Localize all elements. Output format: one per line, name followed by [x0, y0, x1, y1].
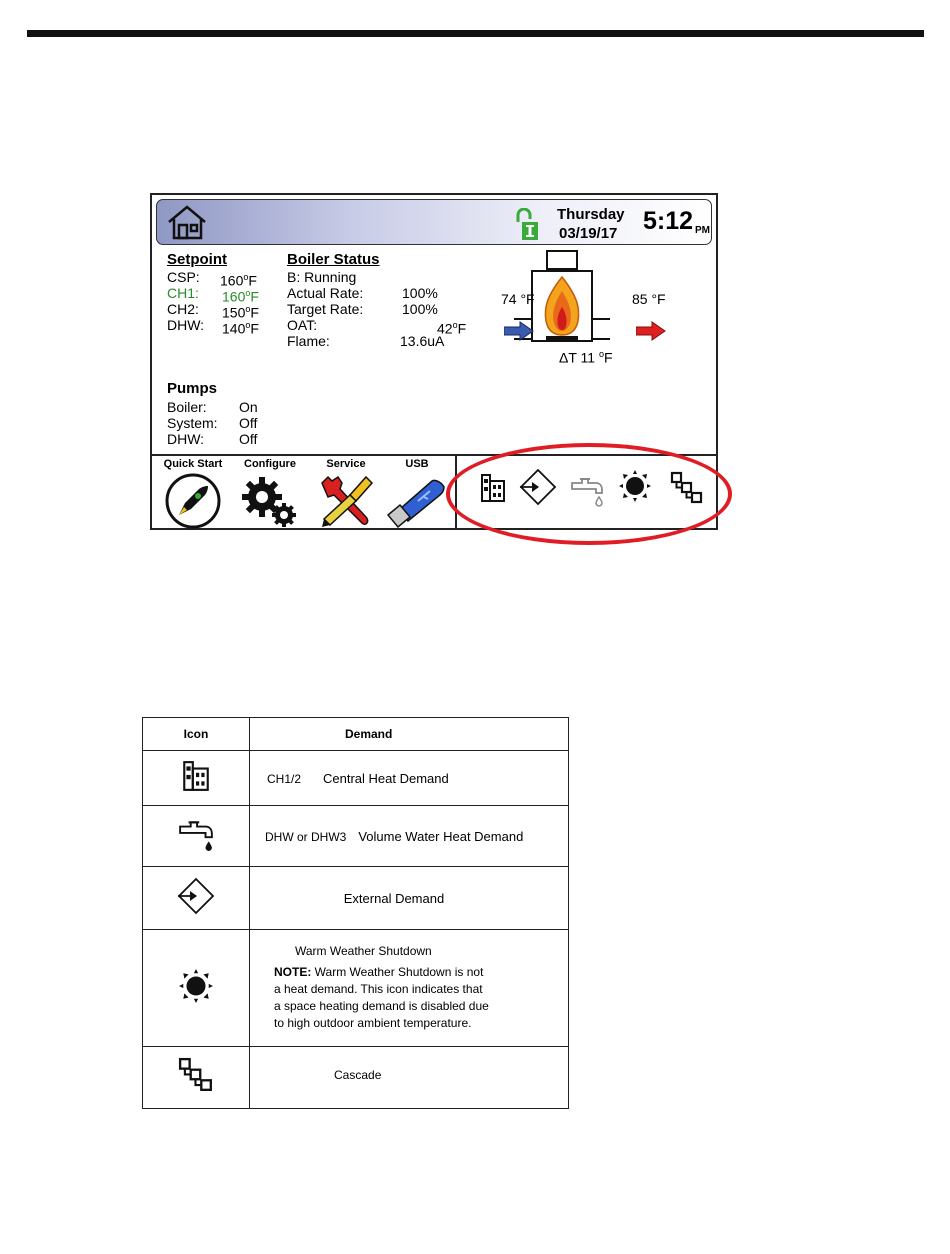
legend-text: Central Heat Demand	[323, 770, 449, 786]
setpoint-label: CH1:	[167, 285, 199, 301]
table-header-row	[143, 718, 569, 751]
legend-desc	[250, 1047, 569, 1109]
header-icon: Icon	[143, 718, 250, 751]
setpoint-unit: F	[248, 272, 257, 289]
table-row	[143, 867, 569, 930]
note-line: a heat demand. This icon indicates that	[274, 982, 483, 996]
delta-t-unit: F	[603, 349, 613, 366]
table-row	[143, 930, 569, 1047]
usb-label: USB	[405, 458, 429, 470]
note-line: to high outdoor ambient temperature.	[274, 1016, 472, 1030]
boiler-value: 42	[437, 320, 453, 337]
boiler-status-title: Boiler Status	[287, 251, 380, 268]
setpoint-value: 150	[222, 304, 246, 321]
delta-t-value: ΔT 11	[559, 349, 599, 366]
sun-icon	[178, 968, 214, 1004]
pump-label: Boiler:	[167, 399, 207, 415]
service-label: Service	[326, 458, 366, 470]
pump-label: System:	[167, 415, 218, 431]
quick-start-button[interactable]	[156, 457, 230, 529]
pump-row-boiler	[167, 399, 258, 415]
delta-t: ΔT 11 $^o$F	[559, 349, 613, 366]
quick-start-label: Quick Start	[163, 458, 223, 470]
legend-icon-cell	[143, 806, 250, 867]
faucet-icon	[178, 816, 214, 852]
setpoint-value: 160	[222, 288, 246, 305]
legend-desc	[250, 806, 569, 867]
legend-desc	[250, 930, 569, 1047]
note-line: a space heating demand is disabled due	[274, 999, 489, 1013]
boiler-unit: F	[457, 320, 467, 337]
legend-text: External Demand	[250, 867, 569, 930]
clock-time: 5:12	[643, 207, 694, 235]
usb-drive-icon	[384, 473, 450, 529]
date: 03/19/17	[559, 225, 618, 242]
setpoint-label: CSP:	[167, 269, 200, 285]
boiler-value: 13.6uA	[400, 333, 445, 349]
pumps-title: Pumps	[167, 380, 218, 397]
table-row	[143, 751, 569, 806]
external-demand-icon	[176, 876, 216, 916]
legend-desc	[250, 751, 569, 806]
cascade-icon	[178, 1057, 214, 1093]
setpoint-label: CH2:	[167, 301, 199, 317]
boiler-label: Flame:	[287, 333, 330, 349]
boiler-value: 100%	[402, 285, 438, 301]
rocket-icon	[165, 473, 221, 529]
building-icon	[182, 760, 210, 792]
legend-text: Volume Water Heat Demand	[358, 828, 524, 844]
legend-prefix: DHW or DHW3	[265, 829, 347, 844]
legend-text: Cascade	[334, 1068, 382, 1082]
table-row	[143, 806, 569, 867]
setpoint-value: 140	[222, 320, 246, 337]
setpoint-unit: F	[250, 320, 259, 337]
legend-icon-cell	[143, 1047, 250, 1109]
pump-row-system	[167, 415, 258, 431]
pump-value: On	[239, 399, 258, 415]
legend-icon-cell	[143, 751, 250, 806]
boiler-label: OAT:	[287, 317, 318, 333]
table-row	[143, 1047, 569, 1109]
boiler-state: B: Running	[287, 269, 357, 285]
clock-ampm: PM	[695, 225, 710, 236]
setpoint-title: Setpoint	[167, 251, 227, 268]
unlocked-icon[interactable]	[515, 208, 539, 242]
configure-button[interactable]	[234, 457, 306, 529]
boiler-row-flame	[287, 333, 445, 349]
legend-text: Warm Weather Shutdown	[295, 944, 432, 958]
setpoint-label: DHW:	[167, 317, 205, 333]
icon-legend-table	[142, 717, 569, 1109]
pump-label: DHW:	[167, 431, 205, 447]
configure-label: Configure	[244, 458, 296, 470]
highlight-ellipse	[446, 443, 732, 545]
setpoint-unit: F	[250, 304, 259, 321]
legend-prefix: CH1/2	[267, 771, 302, 786]
boiler-row-actual-rate	[287, 285, 438, 301]
setpoint-row-csp: CSP: 160$^o$F	[167, 269, 257, 289]
setpoint-value: 160	[220, 272, 244, 289]
setpoint-row-ch1: CH1: 160$^o$F	[167, 285, 259, 305]
inlet-arrow-icon	[504, 321, 534, 341]
legend-icon-cell	[143, 867, 250, 930]
setpoint-unit: F	[250, 288, 259, 305]
home-icon[interactable]	[165, 203, 209, 241]
legend-icon-cell	[143, 930, 250, 1047]
inlet-temp: 74 °F	[501, 291, 535, 307]
title-bar	[156, 199, 712, 245]
note-line: Warm Weather Shutdown is not	[311, 965, 484, 979]
service-button[interactable]	[312, 457, 380, 529]
setpoint-row-ch2: CH2: 150$^o$F	[167, 301, 259, 321]
boiler-row-target-rate	[287, 301, 438, 317]
pump-row-dhw	[167, 431, 258, 447]
outlet-arrow-icon	[636, 321, 666, 341]
boiler-label: Actual Rate:	[287, 285, 364, 301]
pump-value: Off	[239, 415, 258, 431]
usb-button[interactable]	[382, 457, 452, 529]
page-top-rule	[27, 30, 924, 37]
outlet-temp: 85 °F	[632, 291, 666, 307]
pump-value: Off	[239, 431, 258, 447]
header-demand: Demand	[250, 718, 569, 751]
legend-note	[274, 964, 568, 981]
boiler-value: 100%	[402, 301, 438, 317]
note-label: NOTE:	[274, 965, 312, 979]
setpoint-row-dhw: DHW: 140$^o$F	[167, 317, 259, 337]
boiler-row-oat: OAT: 42$^o$F	[287, 317, 467, 337]
weekday: Thursday	[557, 206, 625, 223]
wrench-screwdriver-icon	[316, 473, 376, 529]
boiler-label: Target Rate:	[287, 301, 364, 317]
gears-icon	[240, 473, 300, 529]
